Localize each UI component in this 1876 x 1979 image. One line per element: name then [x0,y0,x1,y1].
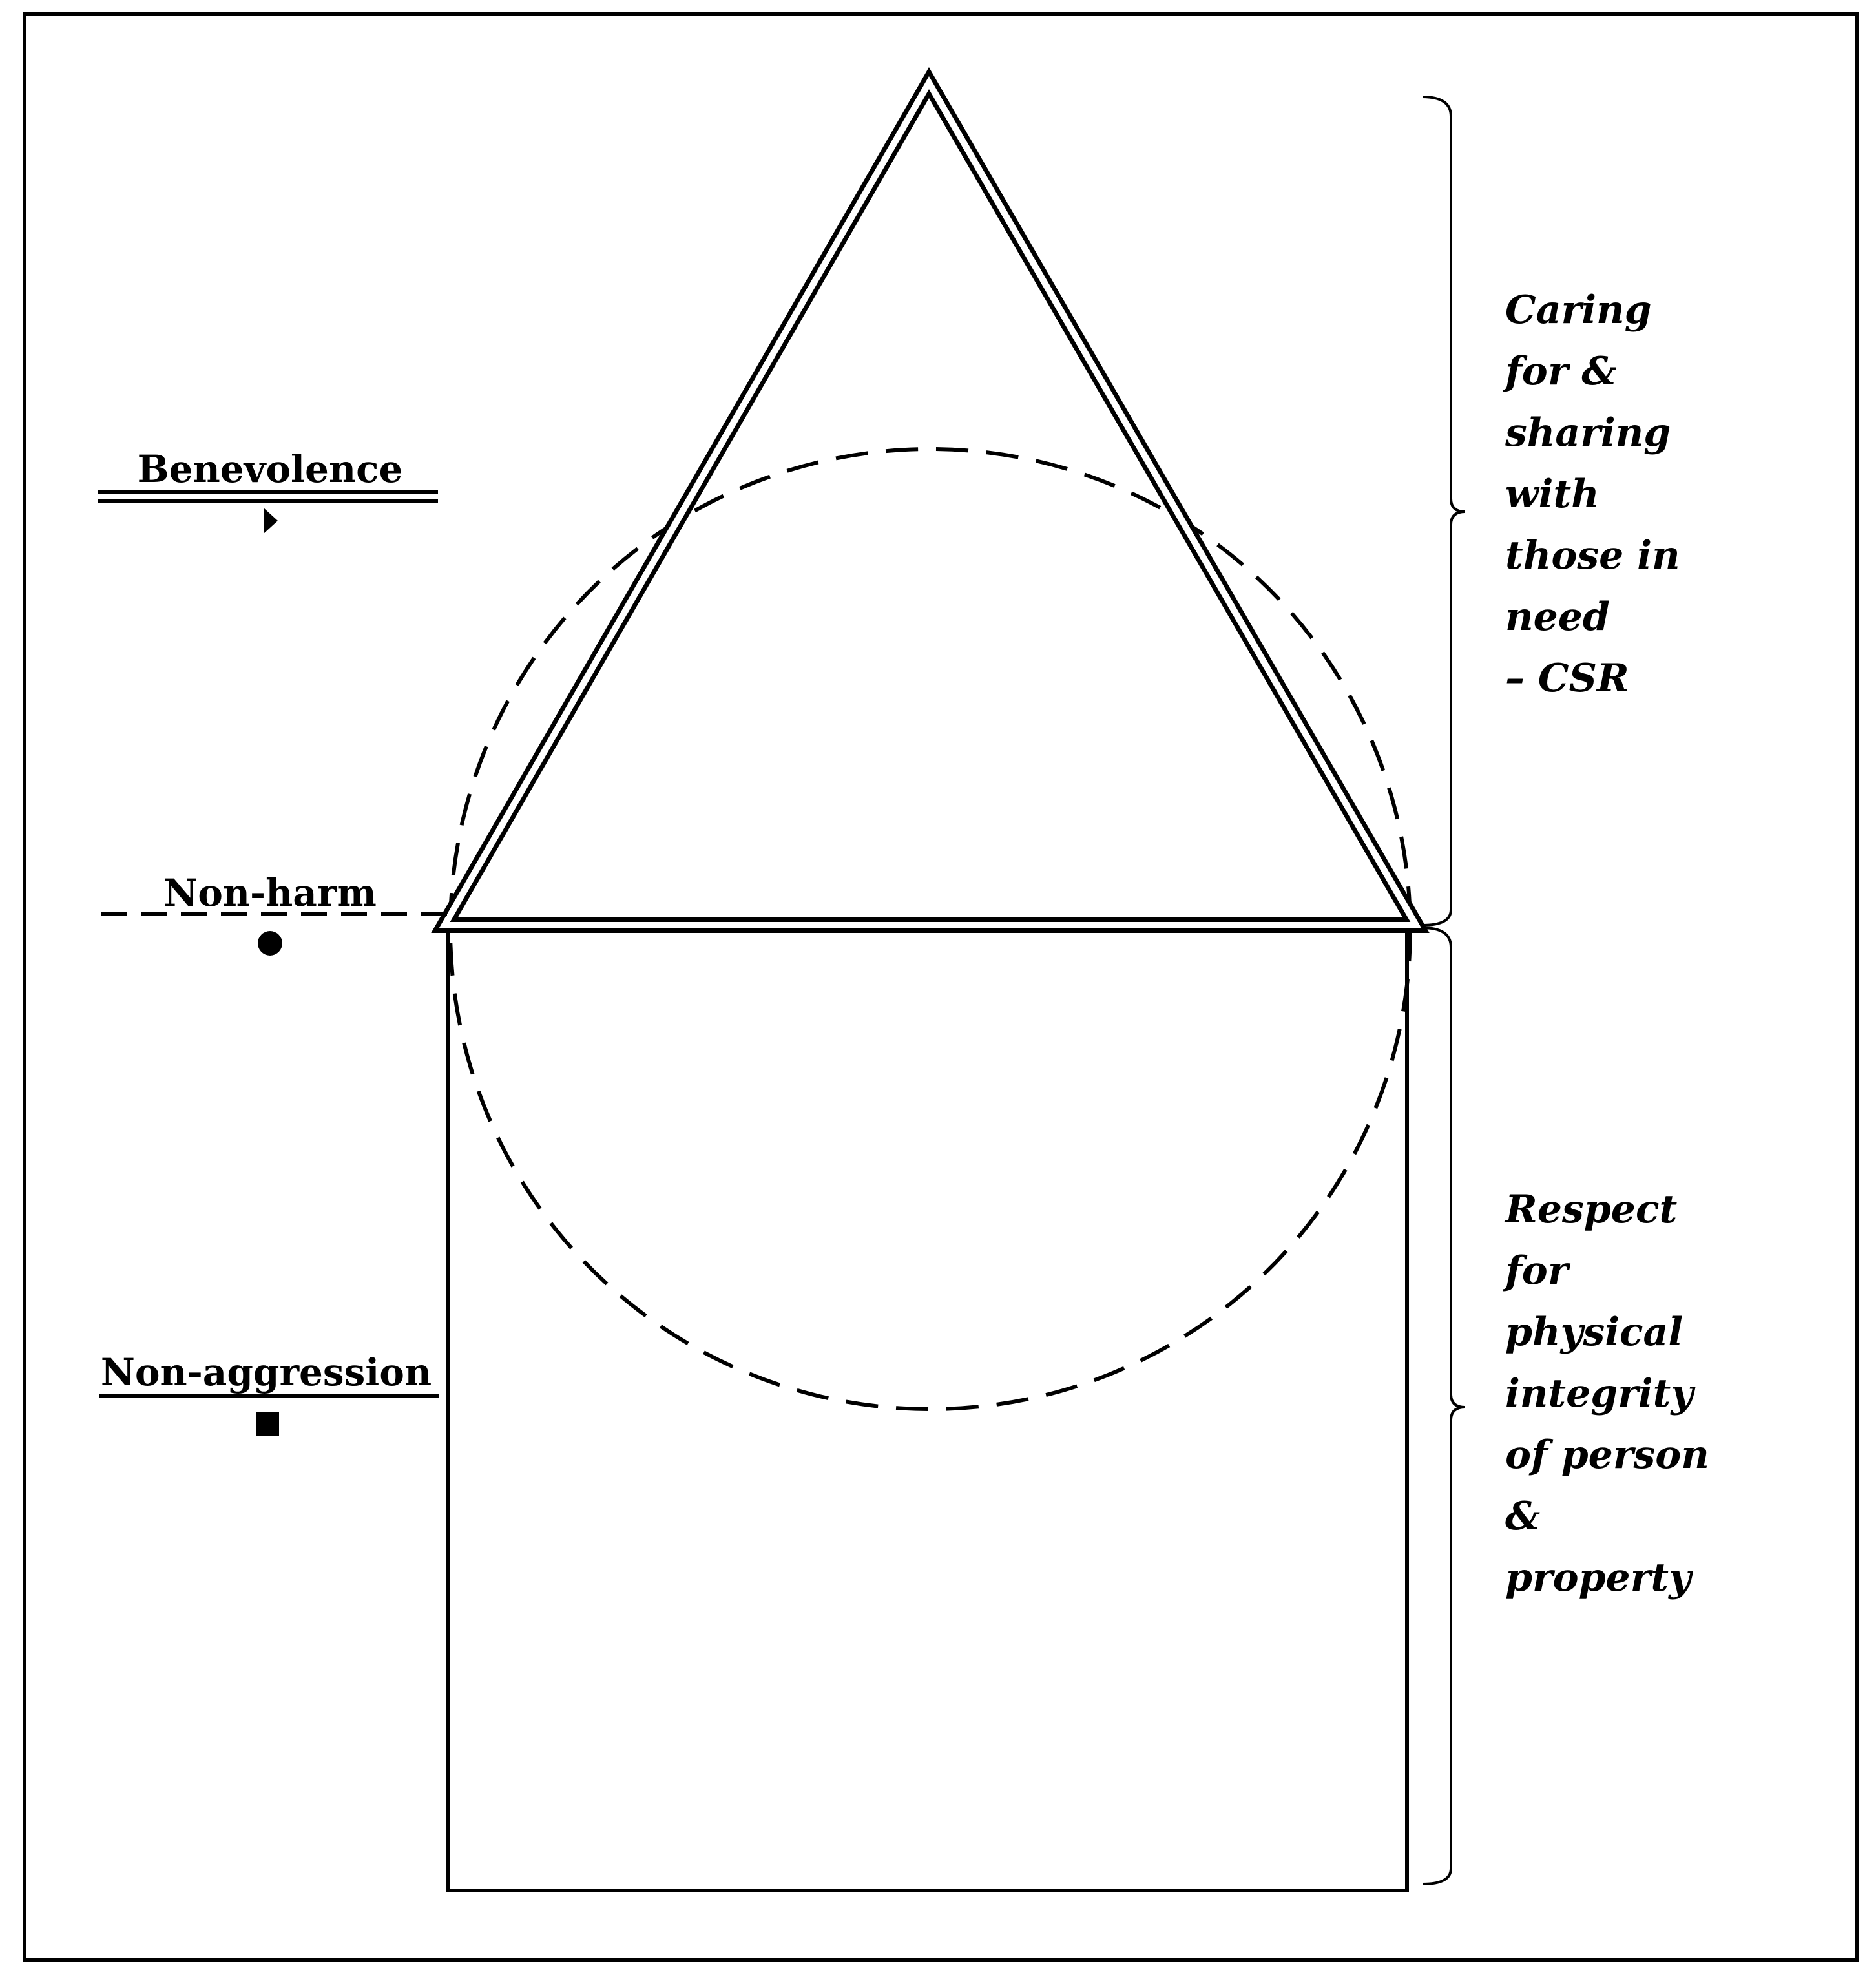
upper-annotation-line: – CSR [1505,656,1629,701]
upper-annotation-line: sharing [1505,410,1671,455]
legend-benevolence [98,447,438,534]
upper-annotation-line: with [1505,472,1600,517]
lower-annotation [1503,1187,1723,1600]
upper-annotation-line: for & [1505,349,1617,394]
legend-non-harm [101,871,452,956]
lower-annotation-line: Respect [1505,1187,1678,1232]
lower-annotation-line: integrity [1505,1371,1694,1416]
lower-annotation-line: of person [1505,1432,1709,1478]
lower-annotation-line: physical [1505,1310,1683,1355]
circle-marker-icon [258,931,282,956]
non-aggression-label: Non-aggression [100,1350,432,1394]
upper-annotation-line: Caring [1505,288,1652,333]
upper-brace [1423,97,1465,925]
legend-non-aggression [99,1350,439,1436]
triangle-shape [444,83,1416,925]
non-harm-label: Non-harm [163,871,377,915]
upper-annotation [1503,288,1694,701]
square-marker-icon [256,1412,279,1436]
upper-annotation-line: those in [1505,533,1680,578]
triangle-marker-icon [264,508,278,534]
lower-annotation-line: property [1505,1555,1691,1600]
benevolence-label: Benevolence [137,447,403,491]
upper-annotation-line: need [1505,594,1610,640]
lower-annotation-line: & [1505,1494,1541,1539]
lower-brace [1423,928,1465,1884]
lower-annotation-line: for [1505,1248,1569,1293]
